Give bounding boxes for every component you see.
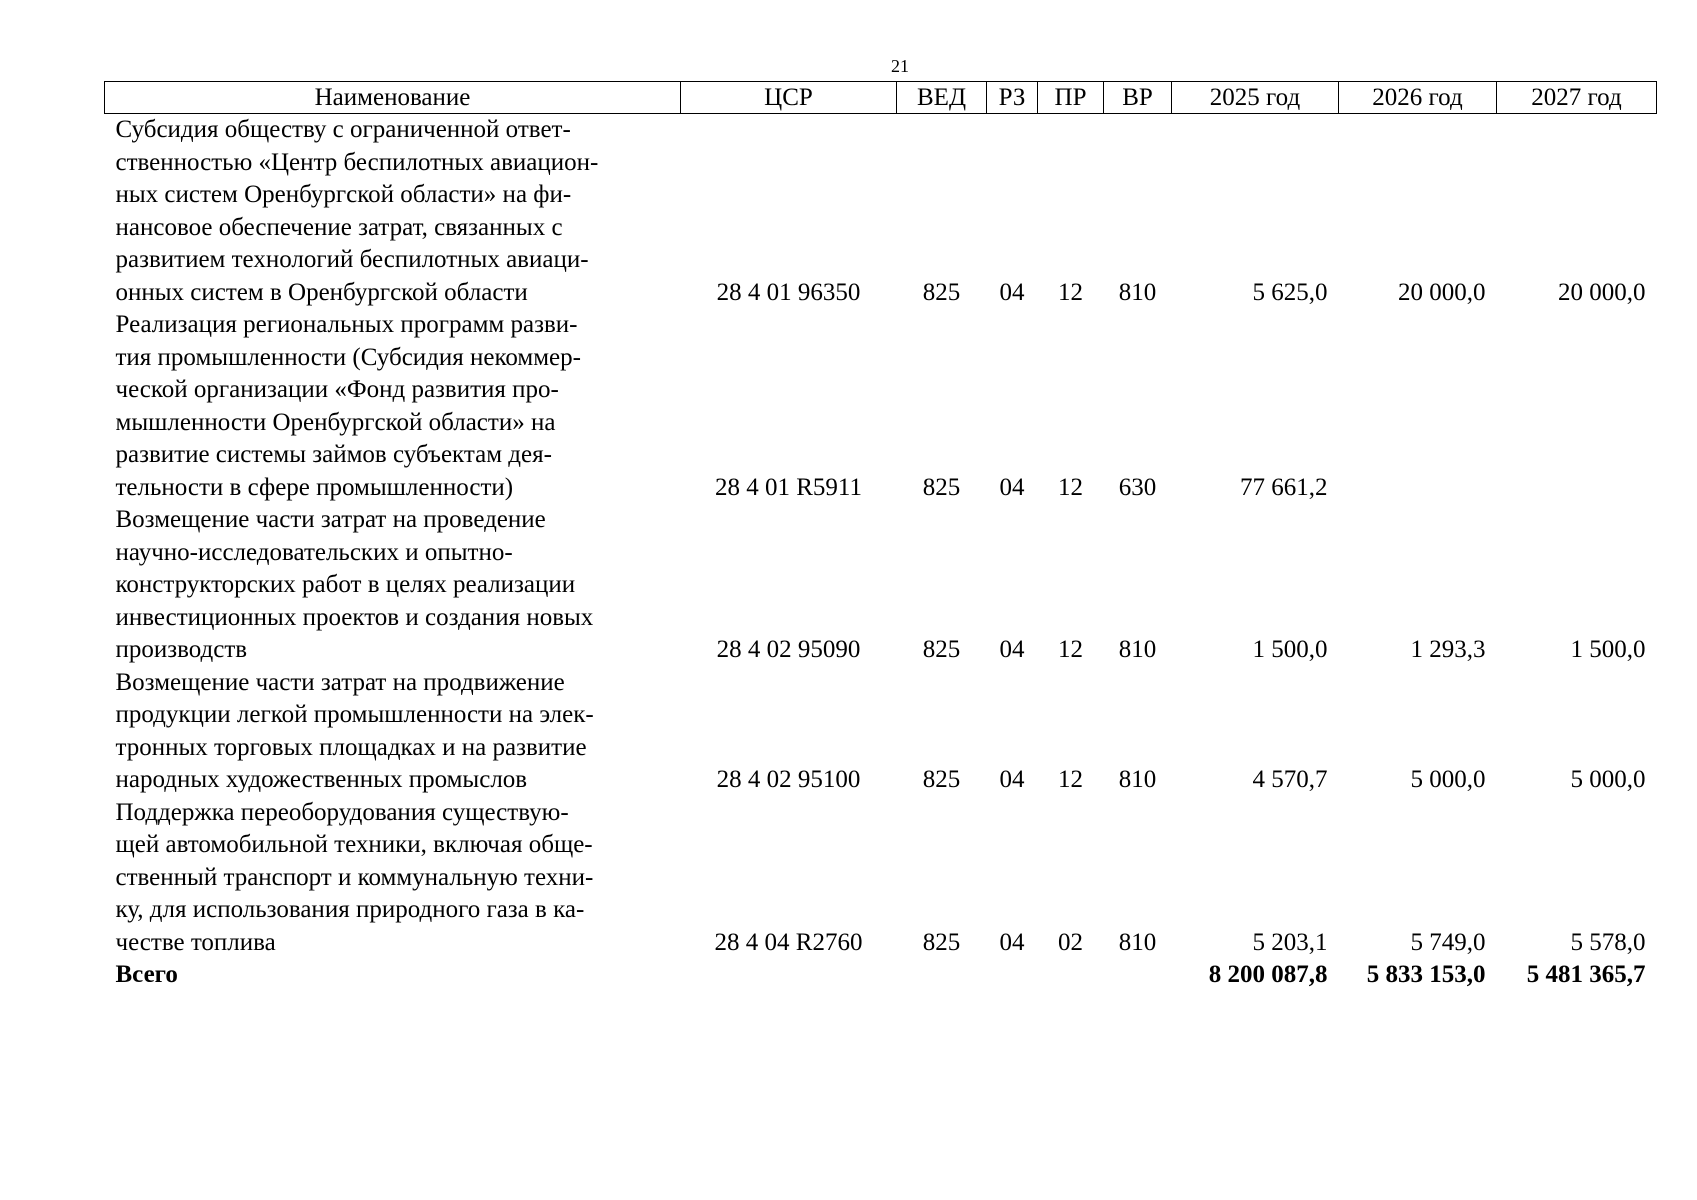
row-2025: 1 500,0	[1252, 636, 1328, 663]
row-name	[105, 309, 681, 504]
row-name-line: развитие системы займов субъектам дея-	[115, 441, 552, 468]
row-name	[105, 797, 681, 960]
row-ved: 825	[922, 766, 961, 793]
total-rz	[987, 959, 1038, 992]
total-csr	[681, 959, 897, 992]
header-ved: ВЕД	[897, 82, 987, 114]
row-2026: 1 293,3	[1410, 636, 1486, 663]
row-2025: 5 625,0	[1252, 278, 1328, 306]
row-name-line: Субсидия обществу с ограниченной ответ-	[115, 116, 571, 143]
header-pr: ПР	[1038, 82, 1104, 114]
row-name-line: ку, для использования природного газа в ка-	[115, 896, 585, 923]
row-name-line: продукции легкой промышленности на элек-	[115, 701, 594, 728]
header-rz: РЗ	[987, 82, 1038, 114]
row-name-line: Реализация региональных программ разви-	[115, 311, 578, 338]
row-csr: 28 4 01 96350	[716, 278, 861, 306]
row-vr: 810	[1118, 278, 1157, 306]
row-ved: 825	[922, 278, 961, 306]
row-ved: 825	[922, 636, 961, 663]
row-name	[105, 504, 681, 667]
row-ved: 825	[922, 473, 961, 501]
row-2025: 4 570,7	[1252, 766, 1328, 793]
row-csr: 28 4 04 R2760	[714, 928, 863, 956]
row-name-line: Возмещение части затрат на проведение	[115, 506, 546, 533]
header-name: Наименование	[105, 82, 681, 114]
row-name-line: инвестиционных проектов и создания новых	[115, 603, 594, 631]
row-vr: 810	[1118, 928, 1157, 956]
row-2026	[1339, 309, 1497, 504]
row-name-line: Поддержка переоборудования существую-	[115, 798, 569, 826]
row-name-line: честве топлива	[115, 928, 276, 956]
table-header-row	[105, 82, 1657, 114]
table-row	[105, 797, 1657, 960]
row-name-line: народных художественных промыслов	[115, 766, 528, 793]
row-name-line: ственный транспорт и коммунальную техни-	[115, 863, 594, 891]
row-ved: 825	[922, 928, 961, 956]
row-name-line: ных систем Оренбургской области» на фи-	[115, 181, 572, 208]
row-rz: 04	[999, 278, 1025, 306]
row-pr: 02	[1058, 928, 1083, 956]
row-pr: 12	[1058, 473, 1083, 501]
row-vr: 630	[1118, 473, 1157, 501]
table-row	[105, 667, 1657, 797]
header-2025: 2025 год	[1172, 82, 1339, 114]
row-2027: 20 000,0	[1558, 278, 1646, 306]
row-name-line: тронных торговых площадках и на развитие	[115, 733, 587, 761]
table-row	[105, 309, 1657, 504]
header-2027: 2027 год	[1497, 82, 1657, 114]
total-ved	[897, 959, 987, 992]
table-row	[105, 114, 1657, 310]
row-name-line: ственностью «Центр беспилотных авиацион-	[115, 148, 599, 176]
row-name-line: онных систем в Оренбургской области	[115, 278, 528, 306]
row-name	[105, 667, 681, 797]
row-pr: 12	[1058, 766, 1083, 793]
row-name-line: тельности в сфере промышленности)	[115, 473, 514, 501]
header-csr: ЦСР	[681, 82, 897, 114]
total-2026: 5 833 153,0	[1366, 961, 1486, 988]
row-rz: 04	[999, 473, 1025, 501]
row-2026: 20 000,0	[1398, 278, 1486, 306]
row-name-line: ческой организации «Фонд развития про-	[115, 376, 559, 403]
row-name-line: развитием технологий беспилотных авиаци-	[115, 246, 589, 273]
page-number: 21	[891, 56, 909, 76]
total-vr	[1104, 959, 1172, 992]
row-2025: 77 661,2	[1240, 473, 1328, 501]
row-2027: 1 500,0	[1570, 636, 1646, 663]
row-name-line: конструкторских работ в целях реализации	[115, 571, 576, 598]
row-2025: 5 203,1	[1252, 928, 1328, 956]
row-name-line: нансовое обеспечение затрат, связанных с	[115, 213, 563, 241]
row-name	[105, 114, 681, 310]
row-name-line: тия промышленности (Субсидия некоммер-	[115, 343, 581, 371]
row-2027: 5 578,0	[1570, 928, 1646, 956]
total-pr	[1038, 959, 1104, 992]
header-2026: 2026 год	[1339, 82, 1497, 114]
row-rz: 04	[999, 766, 1025, 793]
table-body	[105, 114, 1657, 992]
row-pr: 12	[1058, 636, 1083, 663]
total-row	[105, 959, 1657, 992]
row-csr: 28 4 01 R5911	[715, 473, 862, 501]
row-vr: 810	[1118, 766, 1157, 793]
table-row	[105, 504, 1657, 667]
row-name-line: производств	[115, 636, 248, 663]
row-vr: 810	[1118, 636, 1157, 663]
row-name-line: мышленности Оренбургской области» на	[115, 408, 556, 436]
budget-table	[104, 81, 1657, 992]
row-csr: 28 4 02 95100	[716, 766, 861, 793]
total-2025: 8 200 087,8	[1208, 961, 1328, 988]
row-2026: 5 000,0	[1410, 766, 1486, 793]
row-rz: 04	[999, 928, 1025, 956]
row-2026: 5 749,0	[1410, 928, 1486, 956]
row-name-line: щей автомобильной техники, включая обще-	[115, 831, 593, 858]
row-csr: 28 4 02 95090	[716, 636, 861, 663]
total-2027: 5 481 365,7	[1526, 961, 1646, 988]
row-2027: 5 000,0	[1570, 766, 1646, 793]
row-2027	[1497, 309, 1657, 504]
row-rz: 04	[999, 636, 1025, 663]
row-name-line: Возмещение части затрат на продвижение	[115, 668, 565, 696]
row-name-line: научно-исследовательских и опытно-	[115, 538, 513, 566]
total-label: Всего	[115, 961, 178, 988]
row-pr: 12	[1058, 278, 1083, 306]
header-vr: ВР	[1104, 82, 1172, 114]
